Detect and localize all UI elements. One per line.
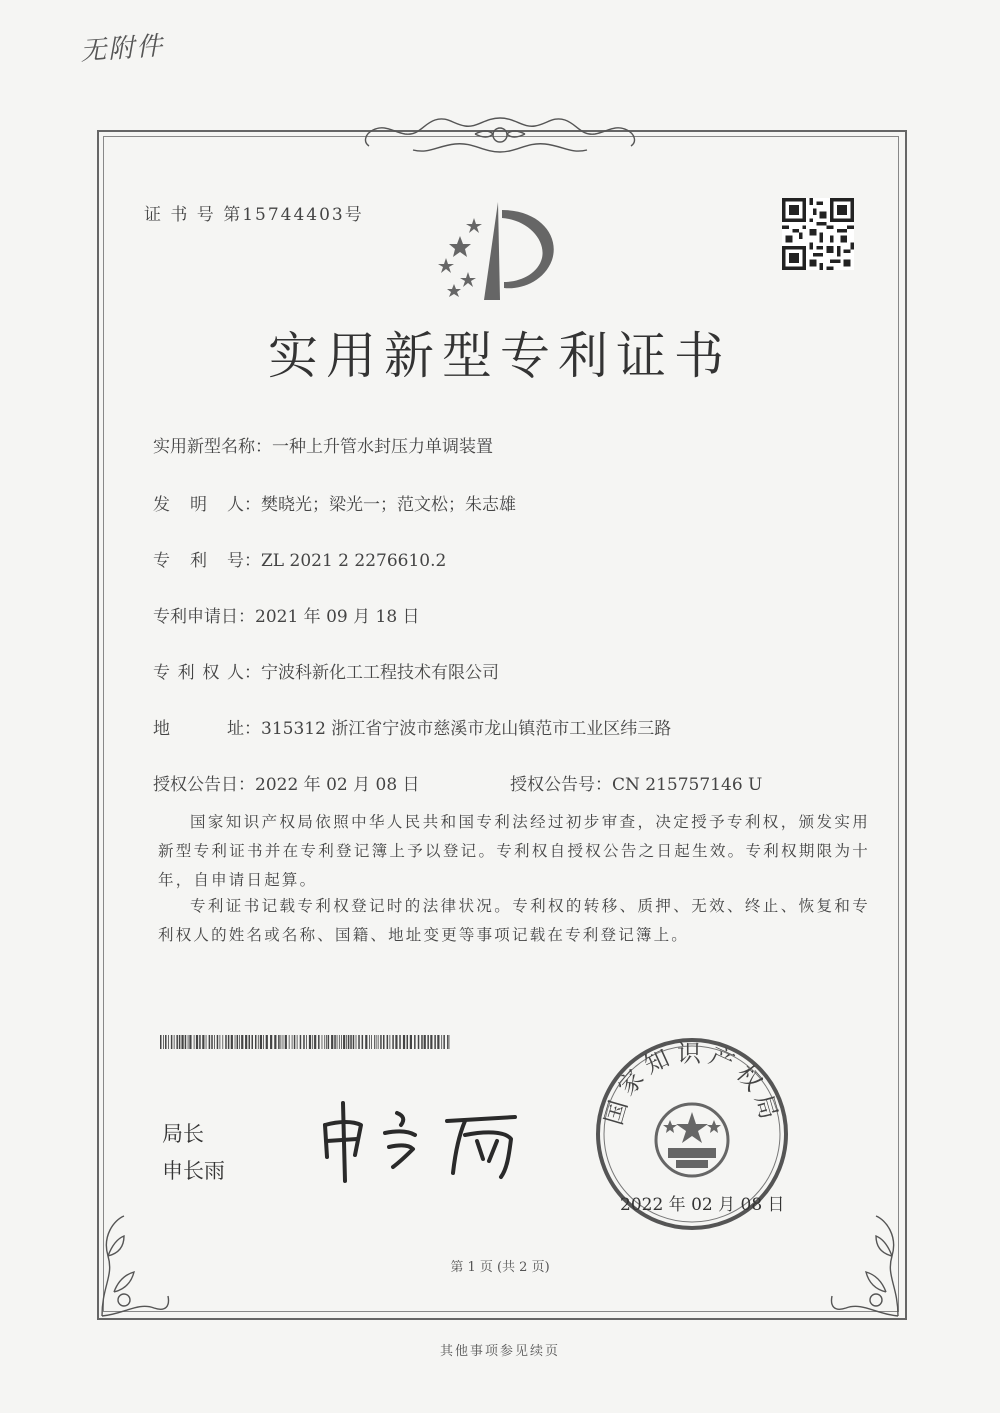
director-name: 申长雨	[162, 1159, 225, 1183]
field-value: 宁波科新化工工程技术有限公司	[261, 663, 499, 683]
field-grant-announcement-number	[510, 770, 762, 795]
field-value: 2022 年 02 月 08 日	[255, 775, 420, 795]
field-value: 一种上升管水封压力单调装置	[272, 437, 493, 457]
cnipa-emblem-icon	[420, 196, 570, 316]
seal-date: 2022 年 02 月 08 日	[620, 1195, 785, 1215]
certificate-title: 实用新型专利证书	[268, 327, 732, 385]
field-application-date	[153, 602, 420, 627]
field-inventors	[153, 490, 516, 515]
top-ornament-icon	[355, 112, 645, 158]
field-grant-announcement-date	[153, 770, 420, 795]
page-number: 第 1 页 (共 2 页)	[450, 1260, 550, 1275]
field-label: 实用新型名称：	[153, 437, 272, 457]
director-signature-icon	[315, 1095, 525, 1185]
field-patent-number	[153, 546, 446, 571]
barcode-icon	[160, 1035, 450, 1049]
paragraph-legal-status: 专利证书记载专利权登记时的法律状况。专利权的转移、质押、无效、终止、恢复和专利权人的姓名或名称、国籍、地址变更等事项记载在专利登记簿上。	[158, 897, 870, 944]
field-label: 地 址：	[153, 719, 261, 739]
certificate-number: 证 书 号 第15744403号	[144, 205, 364, 225]
field-address	[153, 714, 671, 739]
field-utility-model-name	[153, 432, 493, 457]
field-value: 2021 年 09 月 18 日	[255, 607, 420, 627]
field-value: ZL 2021 2 2276610.2	[261, 551, 447, 571]
field-value: 樊晓光；梁光一；范文松；朱志雄	[261, 495, 516, 515]
director-title: 局长	[162, 1122, 204, 1146]
field-label: 专利申请日：	[153, 607, 255, 627]
handwritten-note: 无附件	[79, 31, 166, 67]
field-value: 315312 浙江省宁波市慈溪市龙山镇范市工业区纬三路	[261, 719, 672, 739]
field-label: 授权公告日：	[153, 775, 255, 795]
field-label: 专 利 号：	[153, 551, 261, 571]
field-label: 发 明 人：	[153, 495, 261, 515]
svg-text:国家知识产权局: 国家知识产权局	[599, 1039, 785, 1129]
field-label: 授权公告号：	[510, 775, 612, 795]
field-patentee	[153, 658, 499, 683]
paragraph-grant-statement: 国家知识产权局依照中华人民共和国专利法经过初步审查，决定授予专利权，颁发实用新型专利证书并在专利登记簿上予以登记。专利权自授权公告之日起生效。专利权期限为十年，自申请日起算。	[158, 813, 870, 889]
qr-code-icon	[782, 198, 854, 270]
continuation-note: 其他事项参见续页	[439, 1344, 560, 1359]
field-label: 专 利 权 人：	[153, 663, 261, 683]
field-value: CN 215757146 U	[612, 775, 763, 795]
